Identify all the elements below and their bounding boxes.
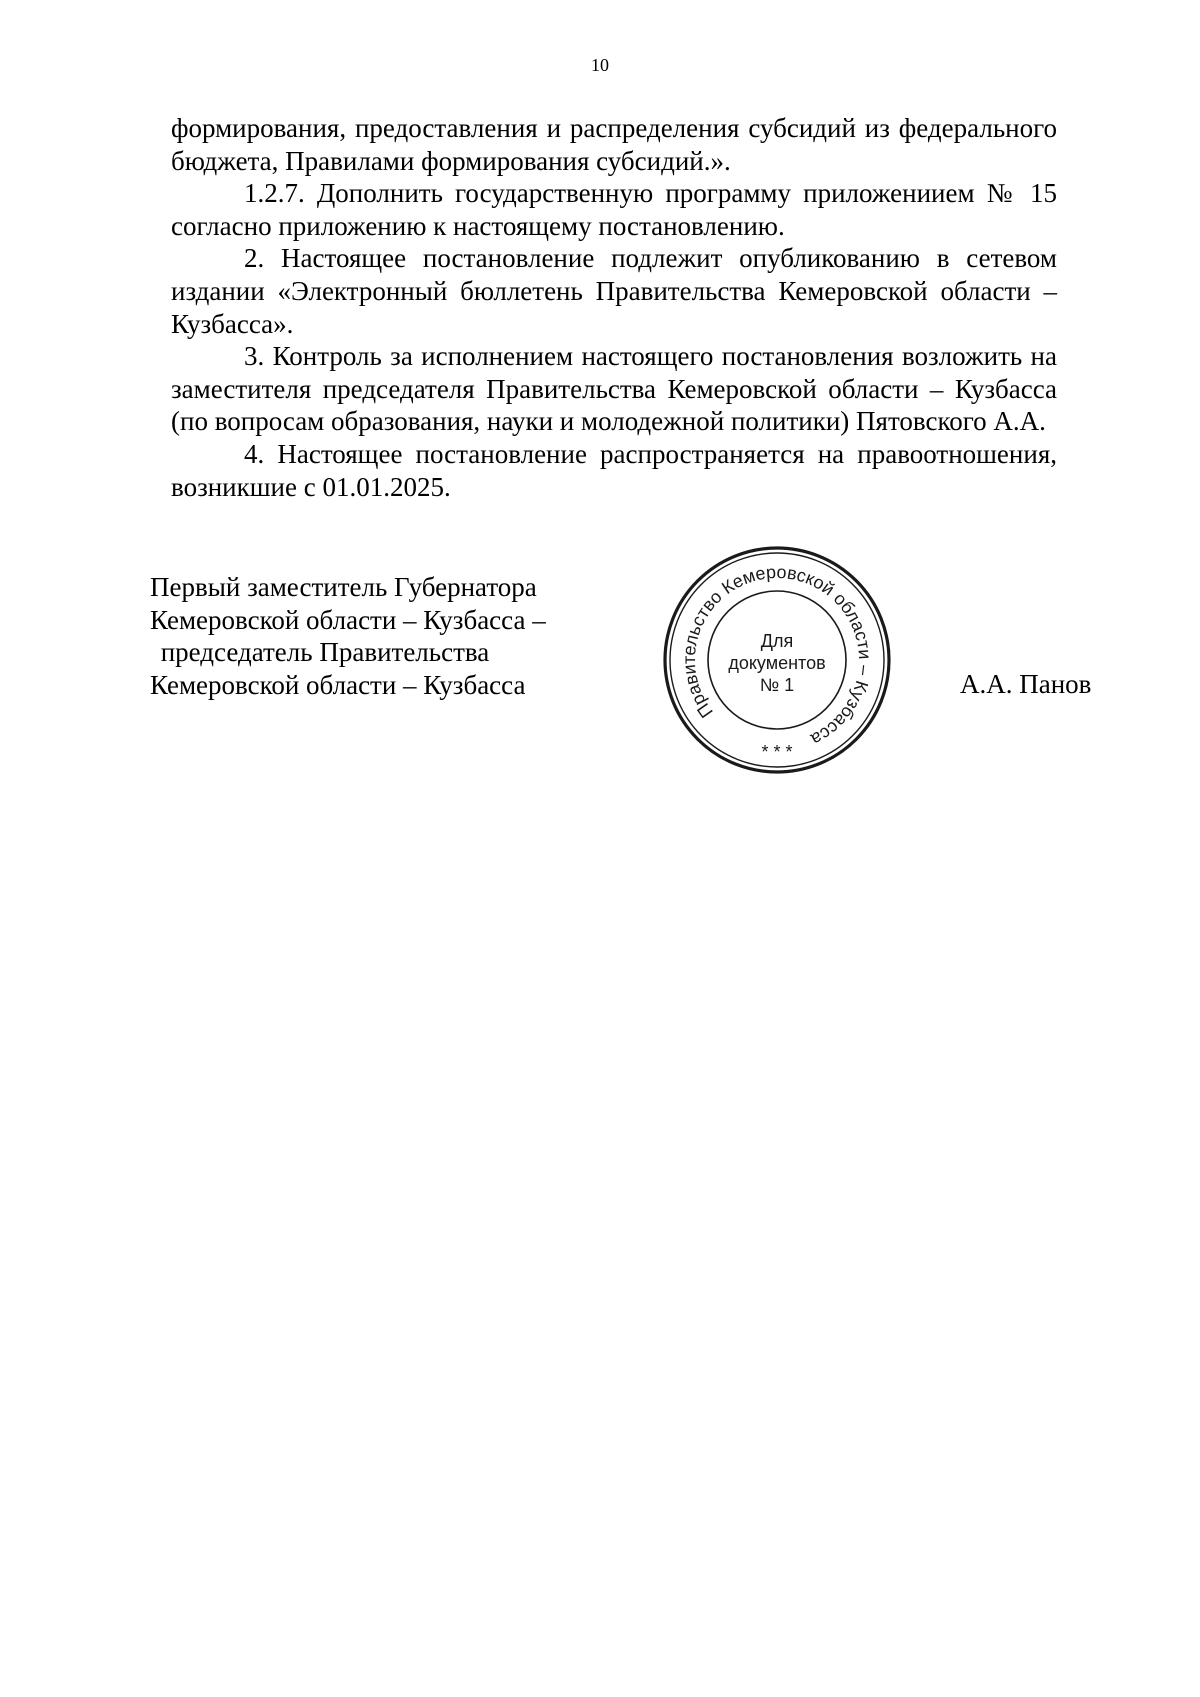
signatory-title xyxy=(150,571,546,701)
seal-ring-text: Правительство Кемеровской области – Кузбасса xyxy=(678,561,876,750)
signatory-title-line: председатель Правительства xyxy=(160,637,490,668)
seal-center-line2: документов xyxy=(728,653,826,673)
seal-center-line3: № 1 xyxy=(759,675,795,695)
signatory-title-line: Первый заместитель Губернатора xyxy=(150,572,537,602)
document-body xyxy=(171,112,1057,503)
paragraph-4: 4. Настоящее постановление распространяется на правоотношения, возникшие с 01.01.2025. xyxy=(171,438,1057,502)
paragraph-3: 3. Контроль за исполнением настоящего постановления возложить на заместителя председателя Правительства Кемеровской области – Кузбасса (по вопросам образования, науки и молодежной политики) Пятовского А.А. xyxy=(171,341,1057,437)
paragraph-continuation: формирования, предоставления и распределения субсидий из федерального бюджета, Правилами формирования субсидий.». xyxy=(171,113,1057,176)
page-number: 10 xyxy=(591,55,609,75)
official-seal xyxy=(661,544,893,776)
signatory-title-line: Кемеровской области – Кузбасса – xyxy=(150,604,546,635)
paragraph-2: 2. Настоящее постановление подлежит опубликованию в сетевом издании «Электронный бюллетень Правительства Кемеровской области – Кузбасса». xyxy=(171,243,1057,339)
paragraph-1-2-7: 1.2.7. Дополнить государственную программу приложениием № 15 согласно приложению к настоящему постановлению. xyxy=(171,178,1057,241)
seal-stars: * * * xyxy=(761,742,793,762)
signatory-title-line: Кемеровской области – Кузбасса xyxy=(150,669,526,700)
seal-center-line1: Для xyxy=(760,631,794,651)
signatory-name: А.А. Панов xyxy=(960,669,1092,699)
